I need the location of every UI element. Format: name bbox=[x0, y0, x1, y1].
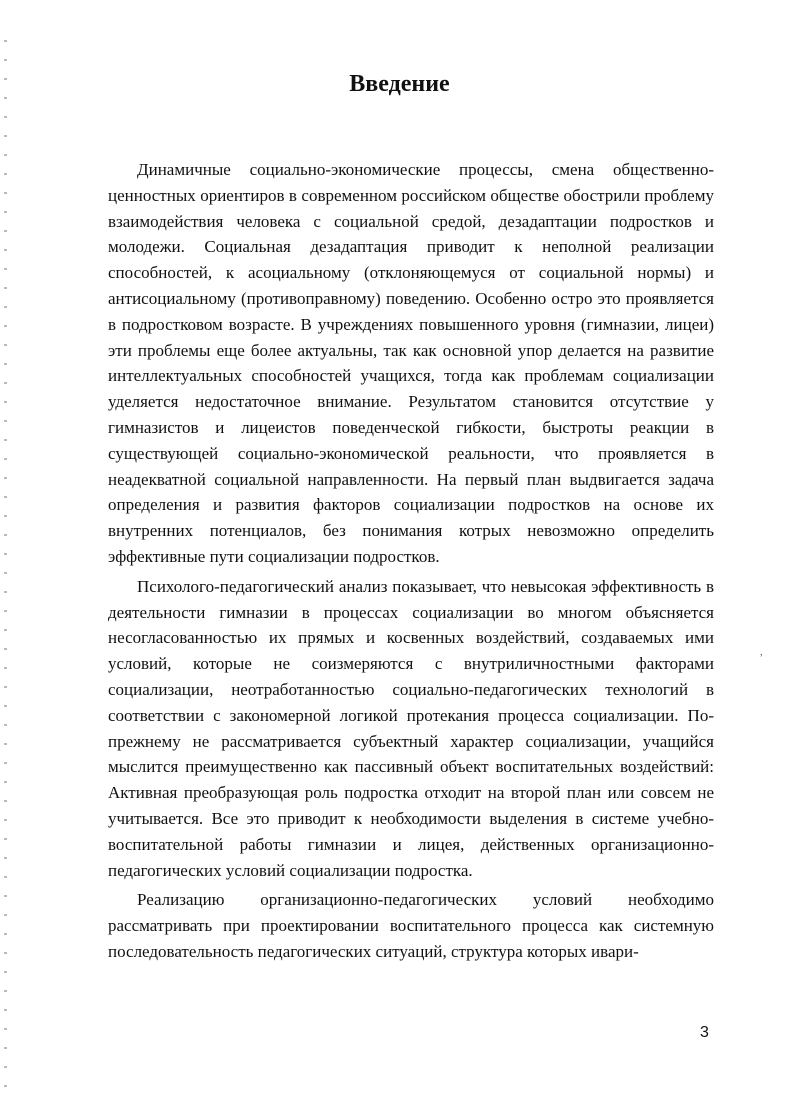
page-title: Введение bbox=[349, 71, 450, 97]
body-text bbox=[108, 157, 714, 969]
page-number: 3 bbox=[700, 1024, 709, 1041]
scan-edge-artifact bbox=[4, 40, 7, 1090]
paragraph-2: Психолого-педагогический анализ показывает, что невысокая эффективность в деятельности гимназии в процессах социализации во многом объясняется несогласованностью их прямых и косвенных воздействий, создаваемых ими условий, которые не соизмеряются с внутриличностными факторами социализации, неотработанностью социально-педагогических технологий в соответствии с закономерной логикой протекания процесса социализации. По-прежнему не рассматривается субъектный характер социализации, учащийся мыслится преимущественно как пассивный объект воспитательных воздействий: Активная преобразующая роль подростка отходит на второй план или совсем не учитывается. Все это приводит к необходимости выделения в системе учебно-воспитательной работы гимназии и лицея, действенных организационно-педагогических условий социализации подростка. bbox=[108, 576, 714, 880]
paragraph-3: Реализацию организационно-педагогических условий необходимо рассматривать при проектировании воспитательного процесса как системную последовательность педагогических ситуаций, структура которых ивари- bbox=[108, 890, 714, 961]
scan-speck: , bbox=[760, 646, 763, 658]
paragraph-1: Динамичные социально-экономические процессы, смена общественно-ценностных ориентиров в современном российском обществе обострили проблему взаимодействия человека с социальной средой, дезадаптации подростков и молодежи. Социальная дезадаптация приводит к неполной реализации способностей, к асоциальному (отклоняющемуся от социальной нормы) и антисоциальному (противоправному) поведению. Особенно остро это проявляется в подростковом возрасте. В учреждениях повышенного уровня (гимназии, лицеи) эти проблемы еще более актуальны, так как основной упор делается на развитие интеллектуальных способностей учащихся, тогда как проблемам социализации уделяется недостаточное внимание. Результатом становится отсутствие у гимназистов и лицеистов поведенческой гибкости, быстроты реакции в существующей социально-экономической реальности, что проявляется в неадекватной социальной направленности. На первый план выдвигается задача определения и развития факторов социализации подростков на основе их внутренних потенциалов, без понимания котрых невозможно определить эффективные пути социализации подростков. bbox=[108, 160, 714, 566]
